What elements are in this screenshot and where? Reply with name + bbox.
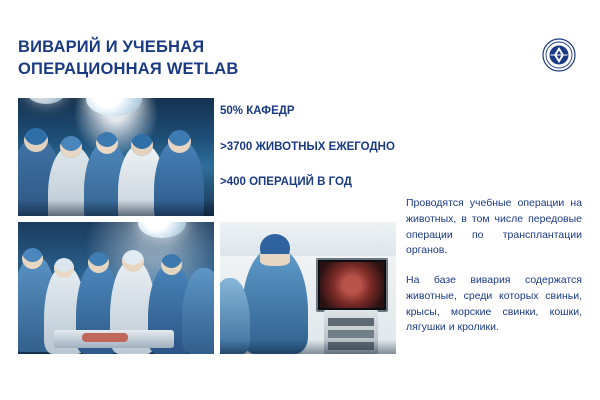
stat-item-1: >3700 ЖИВОТНЫХ ЕЖЕГОДНО xyxy=(220,140,395,153)
university-emblem-icon xyxy=(542,38,576,72)
paragraph-1: На базе вивария содержатся животные, среди которых свиньи, крысы, морские свинки, кошки, лягушки и кролики. xyxy=(406,274,582,334)
paragraph-0: Проводятся учебные операции на животных, в том числе передовые операции по трансплантации органов. xyxy=(406,197,582,257)
photo-or-room xyxy=(18,222,214,354)
photo-endoscopy xyxy=(220,222,396,354)
page-title: ВИВАРИЙ И УЧЕБНАЯ ОПЕРАЦИОННАЯ WETLAB xyxy=(18,38,239,79)
photo-surgery-team xyxy=(18,98,214,216)
stats-list xyxy=(220,104,400,191)
stat-item-2: >400 ОПЕРАЦИЙ В ГОД xyxy=(220,176,352,189)
stat-item-0: 50% КАФЕДР xyxy=(220,105,295,117)
description-text xyxy=(406,196,582,336)
